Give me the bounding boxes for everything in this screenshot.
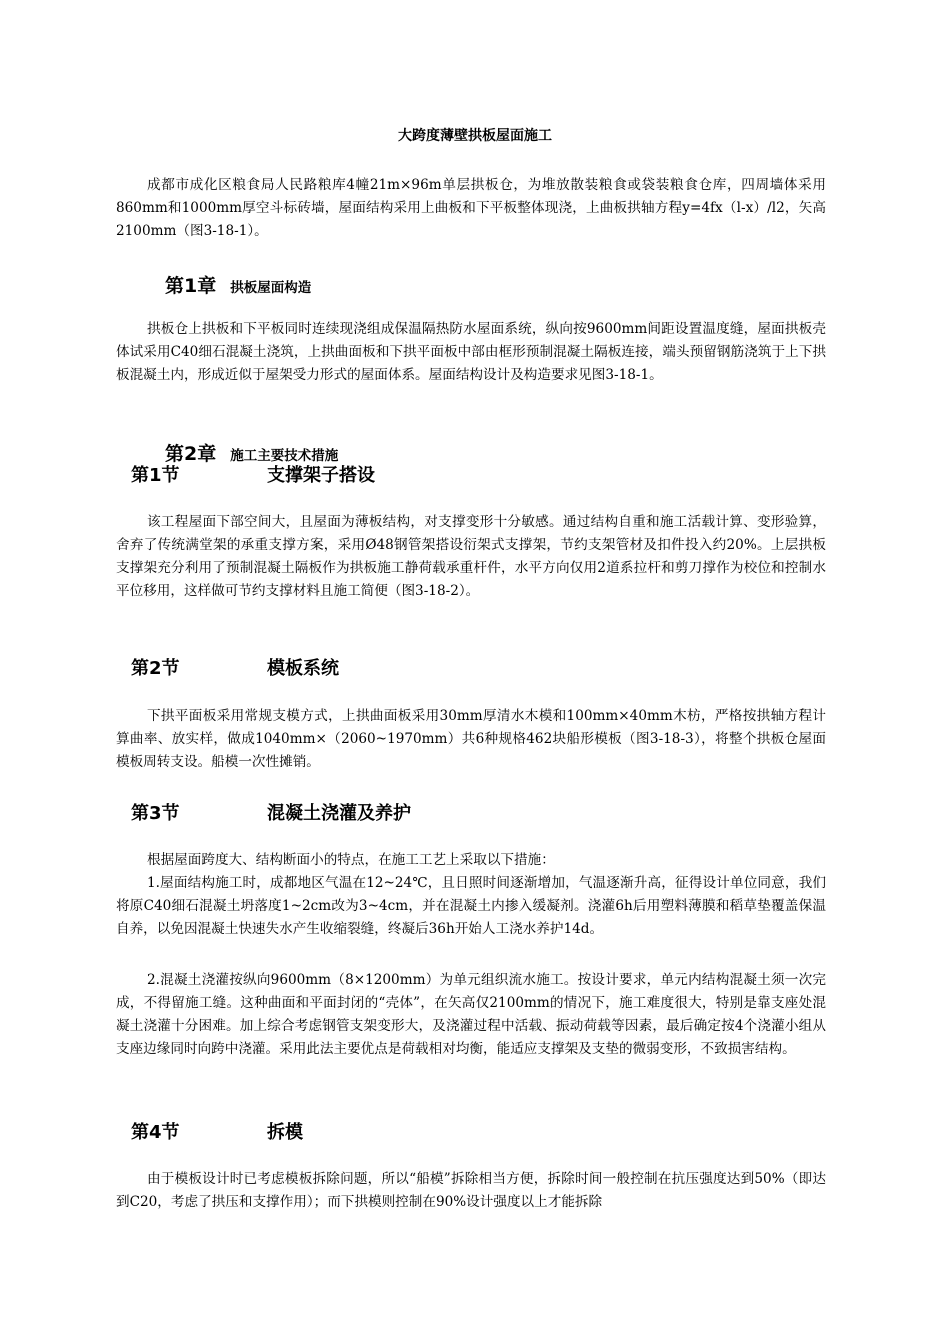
section-number: 第3节 xyxy=(131,803,180,824)
section-title: 支撑架子搭设 xyxy=(267,465,375,486)
intro-paragraph: 成都市成化区粮食局人民路粮库4幢21m×96m单层拱板仓，为堆放散装粮食或袋装粮食仓库，四周墙体采用860mm和1000mm厚空斗标砖墙，屋面结构采用上曲板和下平板整体现浇，上曲板拱轴方程y=4fx（l-x）/l2，矢高2100mm（图3-18-1）。 xyxy=(116,177,826,239)
section-title: 混凝土浇灌及养护 xyxy=(267,803,411,824)
section-1-heading xyxy=(131,463,375,489)
section-title: 拆模 xyxy=(267,1122,303,1143)
chapter-1-paragraph: 拱板仓上拱板和下平板同时连续现浇组成保温隔热防水屋面系统，纵向按9600mm间距设置温度缝，屋面拱板壳体试采用C40细石混凝土浇筑，上拱曲面板和下拱平面板中部由框形预制混凝土隔板连接，端头预留钢筋浇筑于上下拱板混凝土内，形成近似于屋架受力形式的屋面体系。屋面结构设计及构造要求见图3-18-1。 xyxy=(116,321,826,383)
section-2-paragraph: 下拱平面板采用常规支模方式，上拱曲面板采用30mm厚清水木模和100mm×40mm木枋，严格按拱轴方程计算曲率、放实样，做成1040mm×（2060~1970mm）共6种规格462块船形模板（图3-18-3），将整个拱板仓屋面模板周转支设。船模一次性摊销。 xyxy=(116,708,826,770)
section-2-heading xyxy=(131,656,339,682)
section-1-paragraph: 该工程屋面下部空间大，且屋面为薄板结构，对支撑变形十分敏感。通过结构自重和施工活载计算、变形验算，舍弃了传统满堂架的承重支撑方案，采用Ø48钢管架搭设衍架式支撑架，节约支架管材及扣件投入约20%。上层拱板支撑架充分利用了预制混凝土隔板作为拱板施工静荷载承重杆件，水平方向仅用2道系拉杆和剪刀撑作为校位和控制水平位移用，这样做可节约支撑材料且施工简便（图3-18-2）。 xyxy=(116,514,826,599)
section-3-paragraph-1: 根据屋面跨度大、结构断面小的特点，在施工工艺上采取以下措施： xyxy=(147,852,555,868)
section-3-heading xyxy=(131,801,411,827)
section-number: 第1节 xyxy=(131,465,180,486)
section-title: 模板系统 xyxy=(267,658,339,679)
chapter-1-heading xyxy=(165,270,311,299)
document-title: 大跨度薄壁拱板屋面施工 xyxy=(398,128,552,144)
section-number: 第2节 xyxy=(131,658,180,679)
chapter-number: 第2章 xyxy=(165,443,217,465)
chapter-title: 施工主要技术措施 xyxy=(230,448,339,464)
chapter-number: 第1章 xyxy=(165,275,217,297)
chapter-title: 拱板屋面构造 xyxy=(230,280,312,296)
section-number: 第4节 xyxy=(131,1122,180,1143)
section-3-paragraph-3: 2.混凝土浇灌按纵向9600mm（8×1200mm）为单元组织流水施工。按设计要求，单元内结构混凝土须一次完成，不得留施工缝。这种曲面和平面封闭的“壳体”，在矢高仅2100mm的情况下，施工难度很大，特别是靠支座处混凝土浇灌十分困难。加上综合考虑钢管支架变形大，及浇灌过程中活载、振动荷载等因素，最后确定按4个浇灌小组从支座边缘同时向跨中浇灌。采用此法主要优点是荷载相对均衡，能适应支撑架及支垫的微弱变形，不致损害结构。 xyxy=(116,972,826,1057)
section-4-paragraph: 由于模板设计时已考虑模板拆除问题，所以“船模”拆除相当方便，拆除时间一般控制在抗压强度达到50%（即达到C20，考虑了拱压和支撑作用）；而下拱模则控制在90%设计强度以上才能拆除 xyxy=(116,1171,826,1210)
section-4-heading xyxy=(131,1120,303,1146)
section-3-paragraph-2: 1.屋面结构施工时，成都地区气温在12~24℃，且日照时间逐渐增加，气温逐渐升高，征得设计单位同意，我们将原C40细石混凝土坍落度1~2cm改为3~4cm，并在混凝土内掺入缓凝剂。浇灌6h后用塑料薄膜和稻草垫覆盖保温自养，以免因混凝土快速失水产生收缩裂缝，终凝后36h开始人工浇水养护14d。 xyxy=(116,875,826,937)
